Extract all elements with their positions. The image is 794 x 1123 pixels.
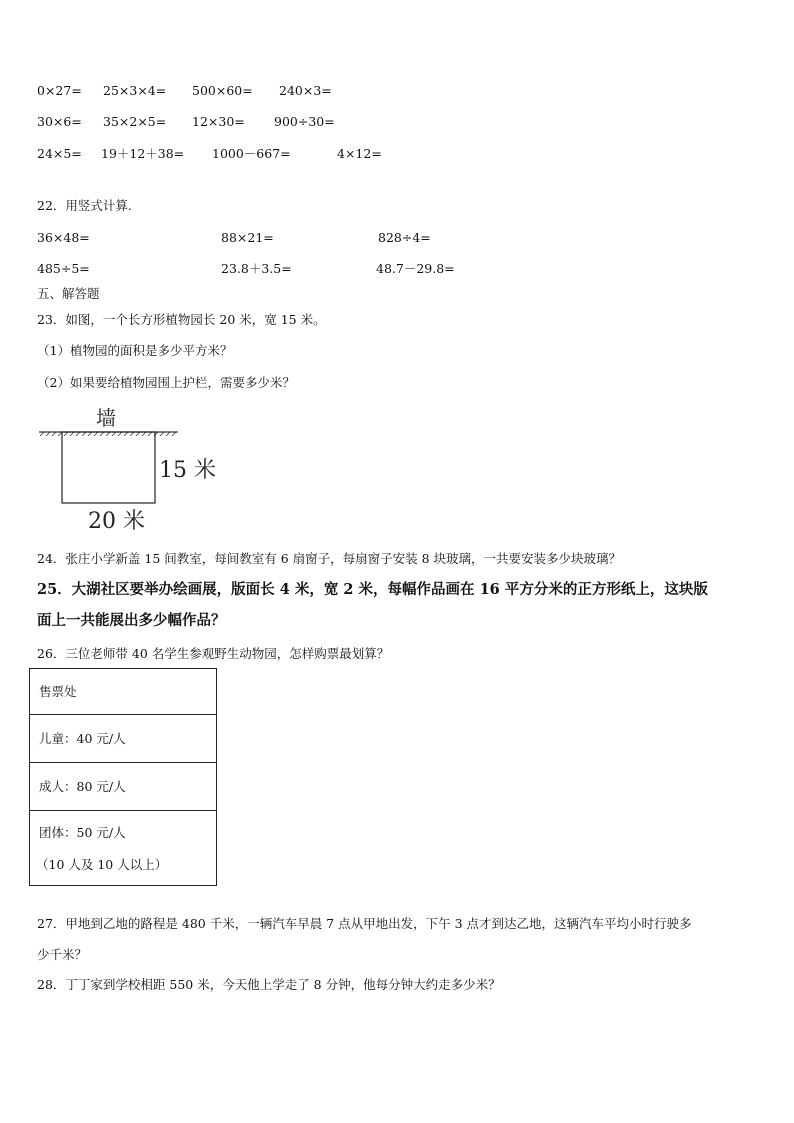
group-price: 团体：50 元/人 <box>39 825 126 840</box>
adult-price: 成人：80 元/人 <box>39 779 126 794</box>
ticket-table-header-row <box>30 669 216 715</box>
arith-item: 500×60= <box>192 83 253 98</box>
q27-line2: 少千米？ <box>37 947 88 962</box>
q23-text: 23．如图，一个长方形植物园长 20 米，宽 15 米。 <box>37 312 326 327</box>
garden-figure <box>30 400 230 535</box>
q25-line1: 25．大湖社区要举办绘画展，版面长 4 米，宽 2 米，每幅作品画在 16 平方分米的正方形纸上，这块版 <box>37 581 708 598</box>
arith-item: 25×3×4= <box>103 83 167 98</box>
wall-hatch <box>39 432 178 436</box>
q25-line2: 面上一共能展出多少幅作品？ <box>37 612 226 629</box>
arith-item: 240×3= <box>279 83 332 98</box>
arith-item: 24×5= <box>37 146 82 161</box>
arith-item: 1000－667= <box>212 146 291 161</box>
wall-label: 墙 <box>96 406 116 430</box>
arith-item: 35×2×5= <box>103 114 167 129</box>
child-price: 儿童：40 元/人 <box>39 731 126 746</box>
ticket-office-label: 售票处 <box>39 684 77 699</box>
calc-item: 23.8＋3.5= <box>221 261 292 276</box>
arith-item: 4×12= <box>337 146 382 161</box>
arith-item: 30×6= <box>37 114 82 129</box>
q26-text: 26．三位老师带 40 名学生参观野生动物园，怎样购票最划算？ <box>37 646 390 661</box>
calc-item: 48.7－29.8= <box>376 261 455 276</box>
calc-item: 485÷5= <box>37 261 90 276</box>
arith-item: 900÷30= <box>274 114 335 129</box>
length-label: 20 米 <box>88 509 145 534</box>
q23-sub2: （2）如果要给植物园围上护栏，需要多少米？ <box>37 375 295 390</box>
q28-text: 28．丁丁家到学校相距 550 米，今天他上学走了 8 分钟，他每分钟大约走多少米？ <box>37 977 501 992</box>
width-label: 15 米 <box>159 458 216 483</box>
arith-item: 19＋12＋38= <box>101 146 185 161</box>
calc-item: 36×48= <box>37 230 90 245</box>
group-note: （10 人及 10 人以上） <box>36 857 168 872</box>
calc-item: 828÷4= <box>378 230 431 245</box>
section-heading: 五、解答题 <box>37 286 100 301</box>
calc-item: 88×21= <box>221 230 274 245</box>
arith-item: 12×30= <box>192 114 245 129</box>
q27-line1: 27．甲地到乙地的路程是 480 千米，一辆汽车早晨 7 点从甲地出发，下午 3 点才到达乙地，这辆汽车平均小时行驶多 <box>37 916 692 931</box>
garden-rectangle <box>62 432 155 503</box>
q22-title: 22．用竖式计算. <box>37 198 132 213</box>
arith-item: 0×27= <box>37 83 82 98</box>
q23-sub1: （1）植物园的面积是多少平方米？ <box>37 343 233 358</box>
ticket-row-group <box>30 811 216 887</box>
q24-text: 24．张庄小学新盖 15 间教室，每间教室有 6 扇窗子，每扇窗子安装 8 块玻璃，一共要安装多少块玻璃？ <box>37 551 622 566</box>
ticket-row-adult <box>30 763 216 811</box>
ticket-row-child <box>30 715 216 763</box>
ticket-table <box>29 668 217 886</box>
